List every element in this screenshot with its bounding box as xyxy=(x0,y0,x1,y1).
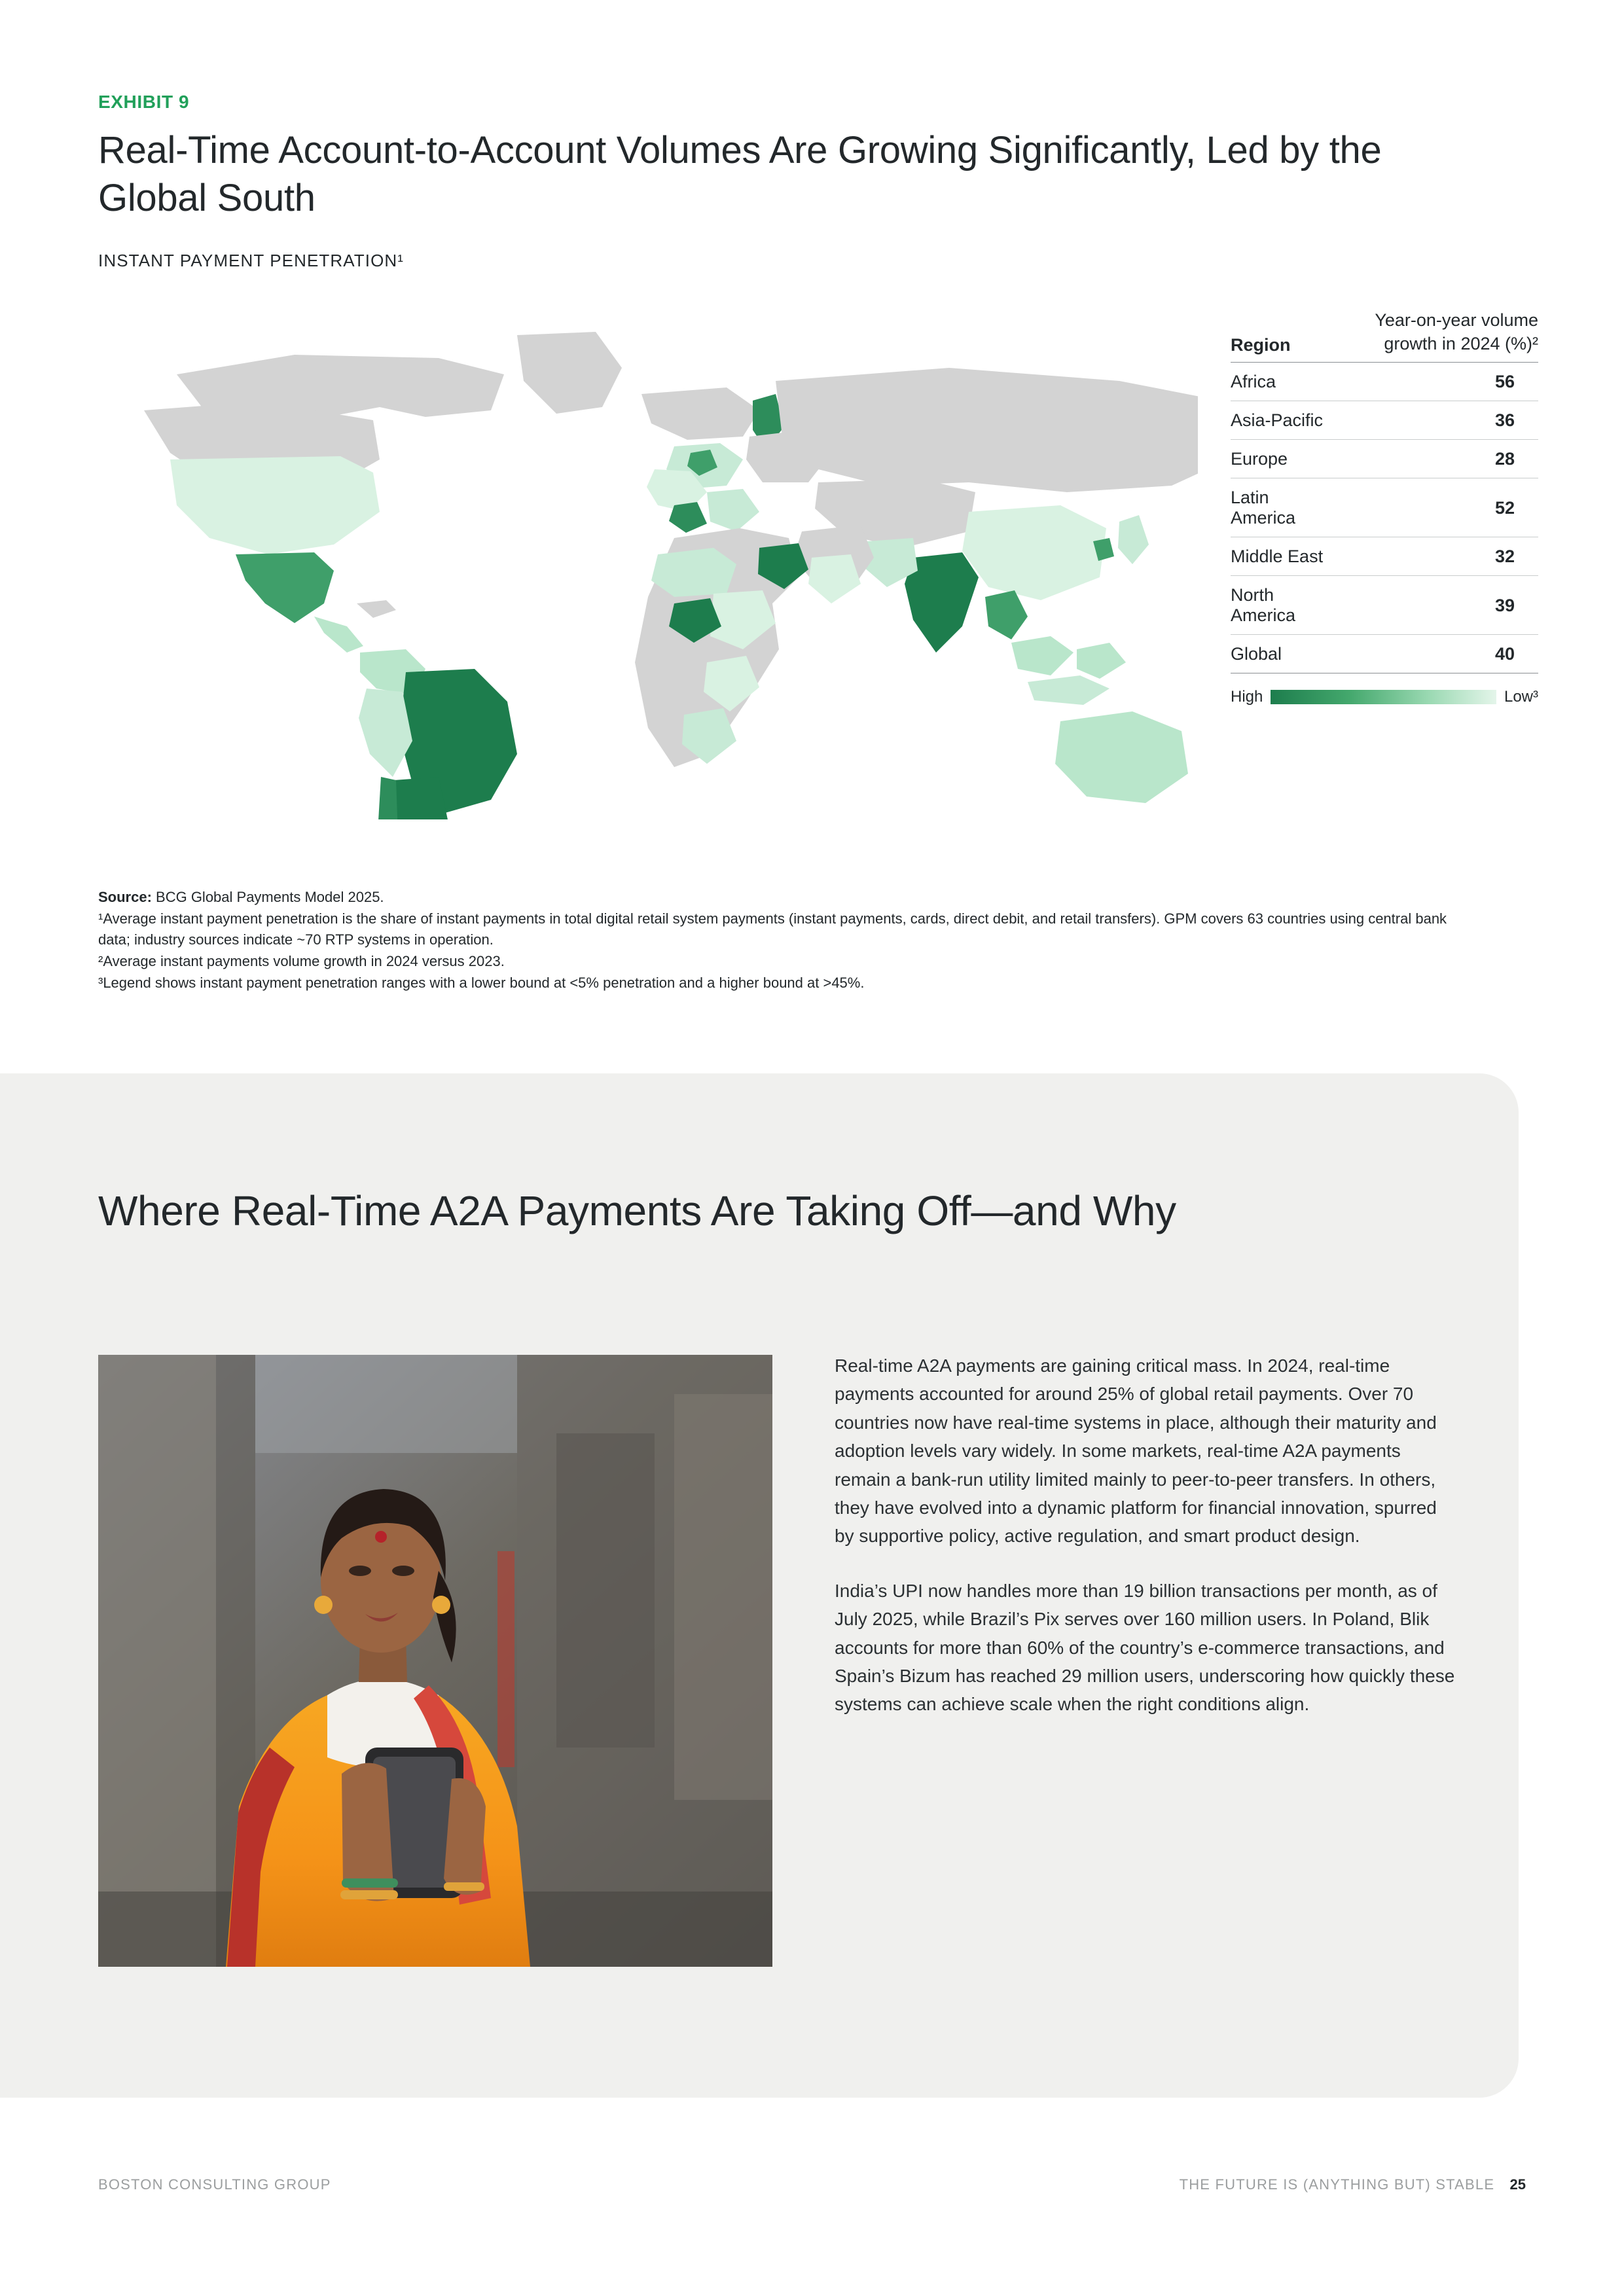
footer-company: BOSTON CONSULTING GROUP xyxy=(98,2176,331,2193)
table-row xyxy=(1231,576,1538,635)
source-label: Source: xyxy=(98,889,152,905)
table-row xyxy=(1231,440,1538,478)
footnotes xyxy=(98,887,1473,994)
region-value: 39 xyxy=(1324,576,1538,635)
table-row xyxy=(1231,401,1538,440)
panel-paragraph-1: Real-time A2A payments are gaining critical mass. In 2024, real-time payments accounted for around 25% of global retail payments. Over 70 countries now have real-time systems in place, although their maturity and adoption levels vary widely. In some markets, real-time A2A payments remain a bank-run utility limited mainly to peer-to-peer transfers. In others, they have evolved into a dynamic platform for financial innovation, spurred by supportive policy, active regulation, and smart product design. xyxy=(835,1355,1437,1547)
region-label: Global xyxy=(1231,635,1324,673)
table-row xyxy=(1231,363,1538,401)
region-label: Latin America xyxy=(1231,478,1324,537)
region-label: North America xyxy=(1231,576,1324,635)
chart-area xyxy=(98,289,1538,833)
world-map xyxy=(98,296,1198,819)
map-legend xyxy=(1231,688,1538,706)
region-value: 32 xyxy=(1324,537,1538,576)
legend-high-label: High xyxy=(1231,688,1263,706)
table-row xyxy=(1231,478,1538,537)
region-value: 52 xyxy=(1324,478,1538,537)
region-value: 36 xyxy=(1324,401,1538,440)
legend-low-label: Low³ xyxy=(1504,688,1538,706)
footnote-1: ¹Average instant payment penetration is the share of instant payments in total digital retail system payments (instant payments, cards, direct debit, and retail transfers). GPM covers 63 countries using central bank data; industry sources indicate ~70 RTP systems in operation. xyxy=(98,910,1447,948)
table-row xyxy=(1231,537,1538,576)
footer-right xyxy=(1180,2176,1526,2193)
exhibit-subtitle: INSTANT PAYMENT PENETRATION¹ xyxy=(98,251,405,270)
table-row xyxy=(1231,635,1538,673)
region-label: Middle East xyxy=(1231,537,1324,576)
region-growth-table xyxy=(1231,309,1538,706)
source-text: BCG Global Payments Model 2025. xyxy=(151,889,384,905)
footnote-2: ²Average instant payments volume growth in 2024 versus 2023. xyxy=(98,952,505,969)
panel-title: Where Real-Time A2A Payments Are Taking Off—and Why xyxy=(98,1187,1176,1234)
map-landmasses xyxy=(144,332,1198,819)
panel-photo xyxy=(98,1355,772,1967)
region-value: 40 xyxy=(1324,635,1538,673)
exhibit-block xyxy=(98,92,1538,833)
page-number: 25 xyxy=(1509,2176,1526,2193)
region-label: Europe xyxy=(1231,440,1324,478)
footer-report-title: THE FUTURE IS (ANYTHING BUT) STABLE xyxy=(1179,2176,1495,2193)
table-body xyxy=(1231,363,1538,673)
table-header-growth: Year-on-year volume growth in 2024 (%)² xyxy=(1324,309,1538,363)
table-header-region: Region xyxy=(1231,309,1324,363)
region-label: Africa xyxy=(1231,363,1324,401)
exhibit-title: Real-Time Account-to-Account Volumes Are Growing Significantly, Led by the Global South xyxy=(98,129,1382,219)
legend-gradient-bar xyxy=(1271,690,1496,704)
panel-paragraph-2: India’s UPI now handles more than 19 billion transactions per month, as of July 2025, while Brazil’s Pix serves over 160 million users. In Poland, Blik accounts for more than 60% of the country’s e-commerce transactions, and Spain’s Bizum has reached 29 million users, underscoring how quickly these systems can achieve scale when the right conditions align. xyxy=(835,1580,1455,1715)
region-label: Asia-Pacific xyxy=(1231,401,1324,440)
footnote-3: ³Legend shows instant payment penetration ranges with a lower bound at <5% penetration and a higher bound at >45%. xyxy=(98,974,865,991)
exhibit-label: EXHIBIT 9 xyxy=(98,92,190,112)
panel-body-text xyxy=(835,1352,1456,1719)
source-line xyxy=(98,887,1473,908)
highlight-panel xyxy=(0,1073,1519,2098)
region-value: 28 xyxy=(1324,440,1538,478)
region-value: 56 xyxy=(1324,363,1538,401)
